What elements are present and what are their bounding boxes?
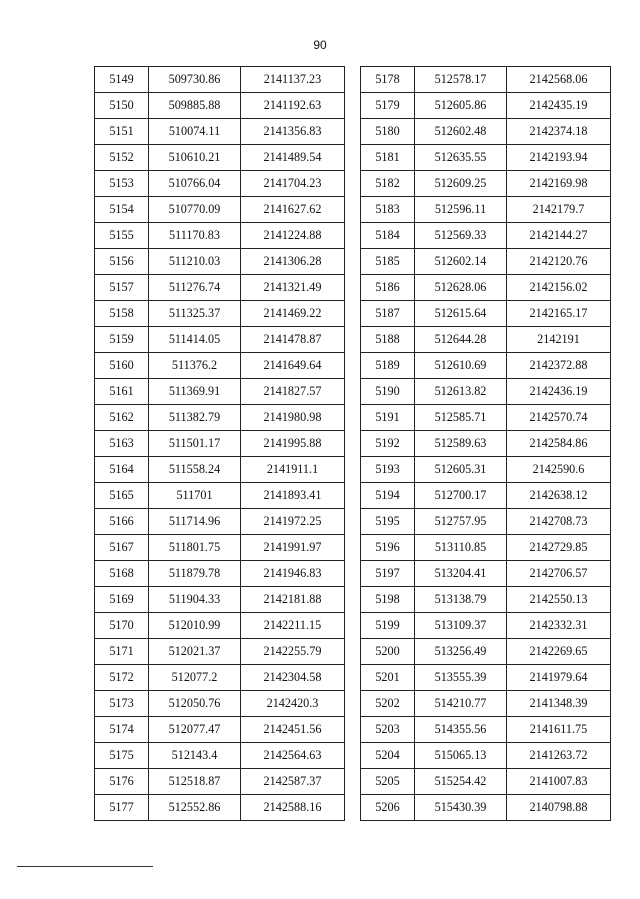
y-coordinate-cell: 2142120.76 <box>507 249 611 275</box>
table-row <box>361 457 611 483</box>
point-id-cell: 5158 <box>95 301 149 327</box>
point-id-cell: 5194 <box>361 483 415 509</box>
point-id-cell: 5199 <box>361 613 415 639</box>
table-row <box>361 145 611 171</box>
table-row <box>95 509 345 535</box>
y-coordinate-cell: 2141007.83 <box>507 769 611 795</box>
table-row <box>361 769 611 795</box>
y-coordinate-cell: 2142332.31 <box>507 613 611 639</box>
table-row <box>95 301 345 327</box>
point-id-cell: 5163 <box>95 431 149 457</box>
point-id-cell: 5197 <box>361 561 415 587</box>
x-coordinate-cell: 511714.96 <box>149 509 241 535</box>
table-row <box>95 587 345 613</box>
y-coordinate-cell: 2142584.86 <box>507 431 611 457</box>
y-coordinate-cell: 2141972.25 <box>241 509 345 535</box>
y-coordinate-cell: 2142550.13 <box>507 587 611 613</box>
y-coordinate-cell: 2142420.3 <box>241 691 345 717</box>
point-id-cell: 5196 <box>361 535 415 561</box>
y-coordinate-cell: 2142435.19 <box>507 93 611 119</box>
x-coordinate-cell: 514210.77 <box>415 691 507 717</box>
x-coordinate-cell: 512077.47 <box>149 717 241 743</box>
y-coordinate-cell: 2141321.49 <box>241 275 345 301</box>
table-row <box>361 743 611 769</box>
y-coordinate-cell: 2142165.17 <box>507 301 611 327</box>
x-coordinate-cell: 512610.69 <box>415 353 507 379</box>
point-id-cell: 5167 <box>95 535 149 561</box>
point-id-cell: 5172 <box>95 665 149 691</box>
x-coordinate-cell: 512596.11 <box>415 197 507 223</box>
y-coordinate-cell: 2141946.83 <box>241 561 345 587</box>
x-coordinate-cell: 511904.33 <box>149 587 241 613</box>
x-coordinate-cell: 512757.95 <box>415 509 507 535</box>
point-id-cell: 5176 <box>95 769 149 795</box>
y-coordinate-cell: 2141478.87 <box>241 327 345 353</box>
x-coordinate-cell: 512010.99 <box>149 613 241 639</box>
table-row <box>361 613 611 639</box>
x-coordinate-cell: 510766.04 <box>149 171 241 197</box>
point-id-cell: 5185 <box>361 249 415 275</box>
y-coordinate-cell: 2141893.41 <box>241 483 345 509</box>
page-number: 90 <box>313 38 327 52</box>
y-coordinate-cell: 2142191 <box>507 327 611 353</box>
x-coordinate-cell: 509885.88 <box>149 93 241 119</box>
table-row <box>361 431 611 457</box>
y-coordinate-cell: 2141979.64 <box>507 665 611 691</box>
y-coordinate-cell: 2141991.97 <box>241 535 345 561</box>
x-coordinate-cell: 511501.17 <box>149 431 241 457</box>
y-coordinate-cell: 2141627.62 <box>241 197 345 223</box>
y-coordinate-cell: 2142179.7 <box>507 197 611 223</box>
x-coordinate-cell: 511558.24 <box>149 457 241 483</box>
point-id-cell: 5189 <box>361 353 415 379</box>
y-coordinate-cell: 2141137.23 <box>241 67 345 93</box>
point-id-cell: 5161 <box>95 379 149 405</box>
x-coordinate-cell: 511801.75 <box>149 535 241 561</box>
x-coordinate-cell: 512518.87 <box>149 769 241 795</box>
point-id-cell: 5184 <box>361 223 415 249</box>
point-id-cell: 5155 <box>95 223 149 249</box>
point-id-cell: 5151 <box>95 119 149 145</box>
point-id-cell: 5191 <box>361 405 415 431</box>
x-coordinate-cell: 512077.2 <box>149 665 241 691</box>
table-row <box>95 197 345 223</box>
y-coordinate-cell: 2142568.06 <box>507 67 611 93</box>
coordinate-table-left <box>94 66 345 821</box>
point-id-cell: 5171 <box>95 639 149 665</box>
table-row <box>95 249 345 275</box>
y-coordinate-cell: 2142269.65 <box>507 639 611 665</box>
y-coordinate-cell: 2142372.88 <box>507 353 611 379</box>
x-coordinate-cell: 512589.63 <box>415 431 507 457</box>
x-coordinate-cell: 513138.79 <box>415 587 507 613</box>
x-coordinate-cell: 512605.31 <box>415 457 507 483</box>
table-row <box>95 769 345 795</box>
y-coordinate-cell: 2142590.6 <box>507 457 611 483</box>
point-id-cell: 5188 <box>361 327 415 353</box>
point-id-cell: 5150 <box>95 93 149 119</box>
table-row <box>95 639 345 665</box>
point-id-cell: 5177 <box>95 795 149 821</box>
y-coordinate-cell: 2141192.63 <box>241 93 345 119</box>
table-row <box>361 171 611 197</box>
table-row <box>95 561 345 587</box>
point-id-cell: 5203 <box>361 717 415 743</box>
y-coordinate-cell: 2141911.1 <box>241 457 345 483</box>
x-coordinate-cell: 513109.37 <box>415 613 507 639</box>
point-id-cell: 5178 <box>361 67 415 93</box>
y-coordinate-cell: 2141980.98 <box>241 405 345 431</box>
table-row <box>361 353 611 379</box>
point-id-cell: 5179 <box>361 93 415 119</box>
point-id-cell: 5182 <box>361 171 415 197</box>
point-id-cell: 5175 <box>95 743 149 769</box>
point-id-cell: 5160 <box>95 353 149 379</box>
table-row <box>361 67 611 93</box>
x-coordinate-cell: 511369.91 <box>149 379 241 405</box>
point-id-cell: 5166 <box>95 509 149 535</box>
y-coordinate-cell: 2141649.64 <box>241 353 345 379</box>
table-row <box>361 93 611 119</box>
point-id-cell: 5157 <box>95 275 149 301</box>
table-row <box>361 639 611 665</box>
footnote-rule <box>17 866 153 867</box>
x-coordinate-cell: 515254.42 <box>415 769 507 795</box>
table-row <box>361 275 611 301</box>
table-row <box>361 691 611 717</box>
point-id-cell: 5205 <box>361 769 415 795</box>
table-row <box>95 665 345 691</box>
point-id-cell: 5193 <box>361 457 415 483</box>
y-coordinate-cell: 2141356.83 <box>241 119 345 145</box>
table-row <box>95 795 345 821</box>
y-coordinate-cell: 2142587.37 <box>241 769 345 795</box>
x-coordinate-cell: 511414.05 <box>149 327 241 353</box>
table-row <box>361 223 611 249</box>
y-coordinate-cell: 2141224.88 <box>241 223 345 249</box>
y-coordinate-cell: 2142706.57 <box>507 561 611 587</box>
x-coordinate-cell: 512605.86 <box>415 93 507 119</box>
table-row <box>361 327 611 353</box>
y-coordinate-cell: 2141995.88 <box>241 431 345 457</box>
x-coordinate-cell: 512143.4 <box>149 743 241 769</box>
table-row <box>361 587 611 613</box>
x-coordinate-cell: 511879.78 <box>149 561 241 587</box>
table-row <box>95 535 345 561</box>
point-id-cell: 5200 <box>361 639 415 665</box>
table-row <box>95 171 345 197</box>
table-row <box>95 67 345 93</box>
x-coordinate-cell: 513204.41 <box>415 561 507 587</box>
point-id-cell: 5156 <box>95 249 149 275</box>
table-row <box>361 717 611 743</box>
table-row <box>361 535 611 561</box>
x-coordinate-cell: 512609.25 <box>415 171 507 197</box>
y-coordinate-cell: 2142169.98 <box>507 171 611 197</box>
x-coordinate-cell: 511325.37 <box>149 301 241 327</box>
y-coordinate-cell: 2141348.39 <box>507 691 611 717</box>
table-row <box>361 795 611 821</box>
x-coordinate-cell: 512552.86 <box>149 795 241 821</box>
y-coordinate-cell: 2142374.18 <box>507 119 611 145</box>
x-coordinate-cell: 512635.55 <box>415 145 507 171</box>
point-id-cell: 5190 <box>361 379 415 405</box>
x-coordinate-cell: 512602.14 <box>415 249 507 275</box>
x-coordinate-cell: 511276.74 <box>149 275 241 301</box>
y-coordinate-cell: 2141469.22 <box>241 301 345 327</box>
point-id-cell: 5153 <box>95 171 149 197</box>
y-coordinate-cell: 2142708.73 <box>507 509 611 535</box>
point-id-cell: 5170 <box>95 613 149 639</box>
point-id-cell: 5162 <box>95 405 149 431</box>
x-coordinate-cell: 511701 <box>149 483 241 509</box>
point-id-cell: 5183 <box>361 197 415 223</box>
point-id-cell: 5181 <box>361 145 415 171</box>
table-row <box>95 743 345 769</box>
table-row <box>95 275 345 301</box>
x-coordinate-cell: 511382.79 <box>149 405 241 431</box>
table-row <box>361 197 611 223</box>
point-id-cell: 5165 <box>95 483 149 509</box>
point-id-cell: 5164 <box>95 457 149 483</box>
table-row <box>95 691 345 717</box>
x-coordinate-cell: 512615.64 <box>415 301 507 327</box>
y-coordinate-cell: 2140798.88 <box>507 795 611 821</box>
x-coordinate-cell: 515430.39 <box>415 795 507 821</box>
table-row <box>95 457 345 483</box>
x-coordinate-cell: 510074.11 <box>149 119 241 145</box>
x-coordinate-cell: 510610.21 <box>149 145 241 171</box>
y-coordinate-cell: 2142211.15 <box>241 613 345 639</box>
y-coordinate-cell: 2142564.63 <box>241 743 345 769</box>
y-coordinate-cell: 2141306.28 <box>241 249 345 275</box>
x-coordinate-cell: 514355.56 <box>415 717 507 743</box>
y-coordinate-cell: 2142588.16 <box>241 795 345 821</box>
table-row <box>95 145 345 171</box>
point-id-cell: 5173 <box>95 691 149 717</box>
table-row <box>361 379 611 405</box>
table-row <box>361 561 611 587</box>
y-coordinate-cell: 2141704.23 <box>241 171 345 197</box>
x-coordinate-cell: 513256.49 <box>415 639 507 665</box>
table-row <box>361 405 611 431</box>
y-coordinate-cell: 2142181.88 <box>241 587 345 613</box>
coordinate-table-right <box>360 66 611 821</box>
x-coordinate-cell: 512050.76 <box>149 691 241 717</box>
table-row <box>95 327 345 353</box>
table-row <box>361 119 611 145</box>
table-row <box>95 405 345 431</box>
x-coordinate-cell: 511210.03 <box>149 249 241 275</box>
table-row <box>95 353 345 379</box>
point-id-cell: 5159 <box>95 327 149 353</box>
y-coordinate-cell: 2141611.75 <box>507 717 611 743</box>
x-coordinate-cell: 512613.82 <box>415 379 507 405</box>
x-coordinate-cell: 515065.13 <box>415 743 507 769</box>
point-id-cell: 5195 <box>361 509 415 535</box>
table-row <box>95 379 345 405</box>
x-coordinate-cell: 511170.83 <box>149 223 241 249</box>
x-coordinate-cell: 513555.39 <box>415 665 507 691</box>
table-row <box>95 717 345 743</box>
table-row <box>95 483 345 509</box>
point-id-cell: 5168 <box>95 561 149 587</box>
table-row <box>361 665 611 691</box>
table-row <box>95 223 345 249</box>
y-coordinate-cell: 2142255.79 <box>241 639 345 665</box>
point-id-cell: 5169 <box>95 587 149 613</box>
point-id-cell: 5202 <box>361 691 415 717</box>
x-coordinate-cell: 512021.37 <box>149 639 241 665</box>
table-row <box>95 119 345 145</box>
y-coordinate-cell: 2142144.27 <box>507 223 611 249</box>
table-row <box>361 509 611 535</box>
x-coordinate-cell: 512578.17 <box>415 67 507 93</box>
table-row <box>95 613 345 639</box>
point-id-cell: 5201 <box>361 665 415 691</box>
point-id-cell: 5149 <box>95 67 149 93</box>
x-coordinate-cell: 512569.33 <box>415 223 507 249</box>
table-row <box>361 483 611 509</box>
x-coordinate-cell: 511376.2 <box>149 353 241 379</box>
y-coordinate-cell: 2142436.19 <box>507 379 611 405</box>
y-coordinate-cell: 2142451.56 <box>241 717 345 743</box>
y-coordinate-cell: 2142570.74 <box>507 405 611 431</box>
x-coordinate-cell: 510770.09 <box>149 197 241 223</box>
table-row <box>95 93 345 119</box>
x-coordinate-cell: 513110.85 <box>415 535 507 561</box>
x-coordinate-cell: 512700.17 <box>415 483 507 509</box>
point-id-cell: 5187 <box>361 301 415 327</box>
point-id-cell: 5192 <box>361 431 415 457</box>
y-coordinate-cell: 2141827.57 <box>241 379 345 405</box>
x-coordinate-cell: 512585.71 <box>415 405 507 431</box>
point-id-cell: 5174 <box>95 717 149 743</box>
point-id-cell: 5206 <box>361 795 415 821</box>
point-id-cell: 5180 <box>361 119 415 145</box>
table-row <box>361 301 611 327</box>
y-coordinate-cell: 2142638.12 <box>507 483 611 509</box>
point-id-cell: 5186 <box>361 275 415 301</box>
y-coordinate-cell: 2141489.54 <box>241 145 345 171</box>
point-id-cell: 5152 <box>95 145 149 171</box>
table-row <box>95 431 345 457</box>
x-coordinate-cell: 509730.86 <box>149 67 241 93</box>
y-coordinate-cell: 2142193.94 <box>507 145 611 171</box>
x-coordinate-cell: 512602.48 <box>415 119 507 145</box>
y-coordinate-cell: 2141263.72 <box>507 743 611 769</box>
table-row <box>361 249 611 275</box>
point-id-cell: 5198 <box>361 587 415 613</box>
point-id-cell: 5154 <box>95 197 149 223</box>
y-coordinate-cell: 2142304.58 <box>241 665 345 691</box>
point-id-cell: 5204 <box>361 743 415 769</box>
y-coordinate-cell: 2142156.02 <box>507 275 611 301</box>
x-coordinate-cell: 512644.28 <box>415 327 507 353</box>
x-coordinate-cell: 512628.06 <box>415 275 507 301</box>
y-coordinate-cell: 2142729.85 <box>507 535 611 561</box>
